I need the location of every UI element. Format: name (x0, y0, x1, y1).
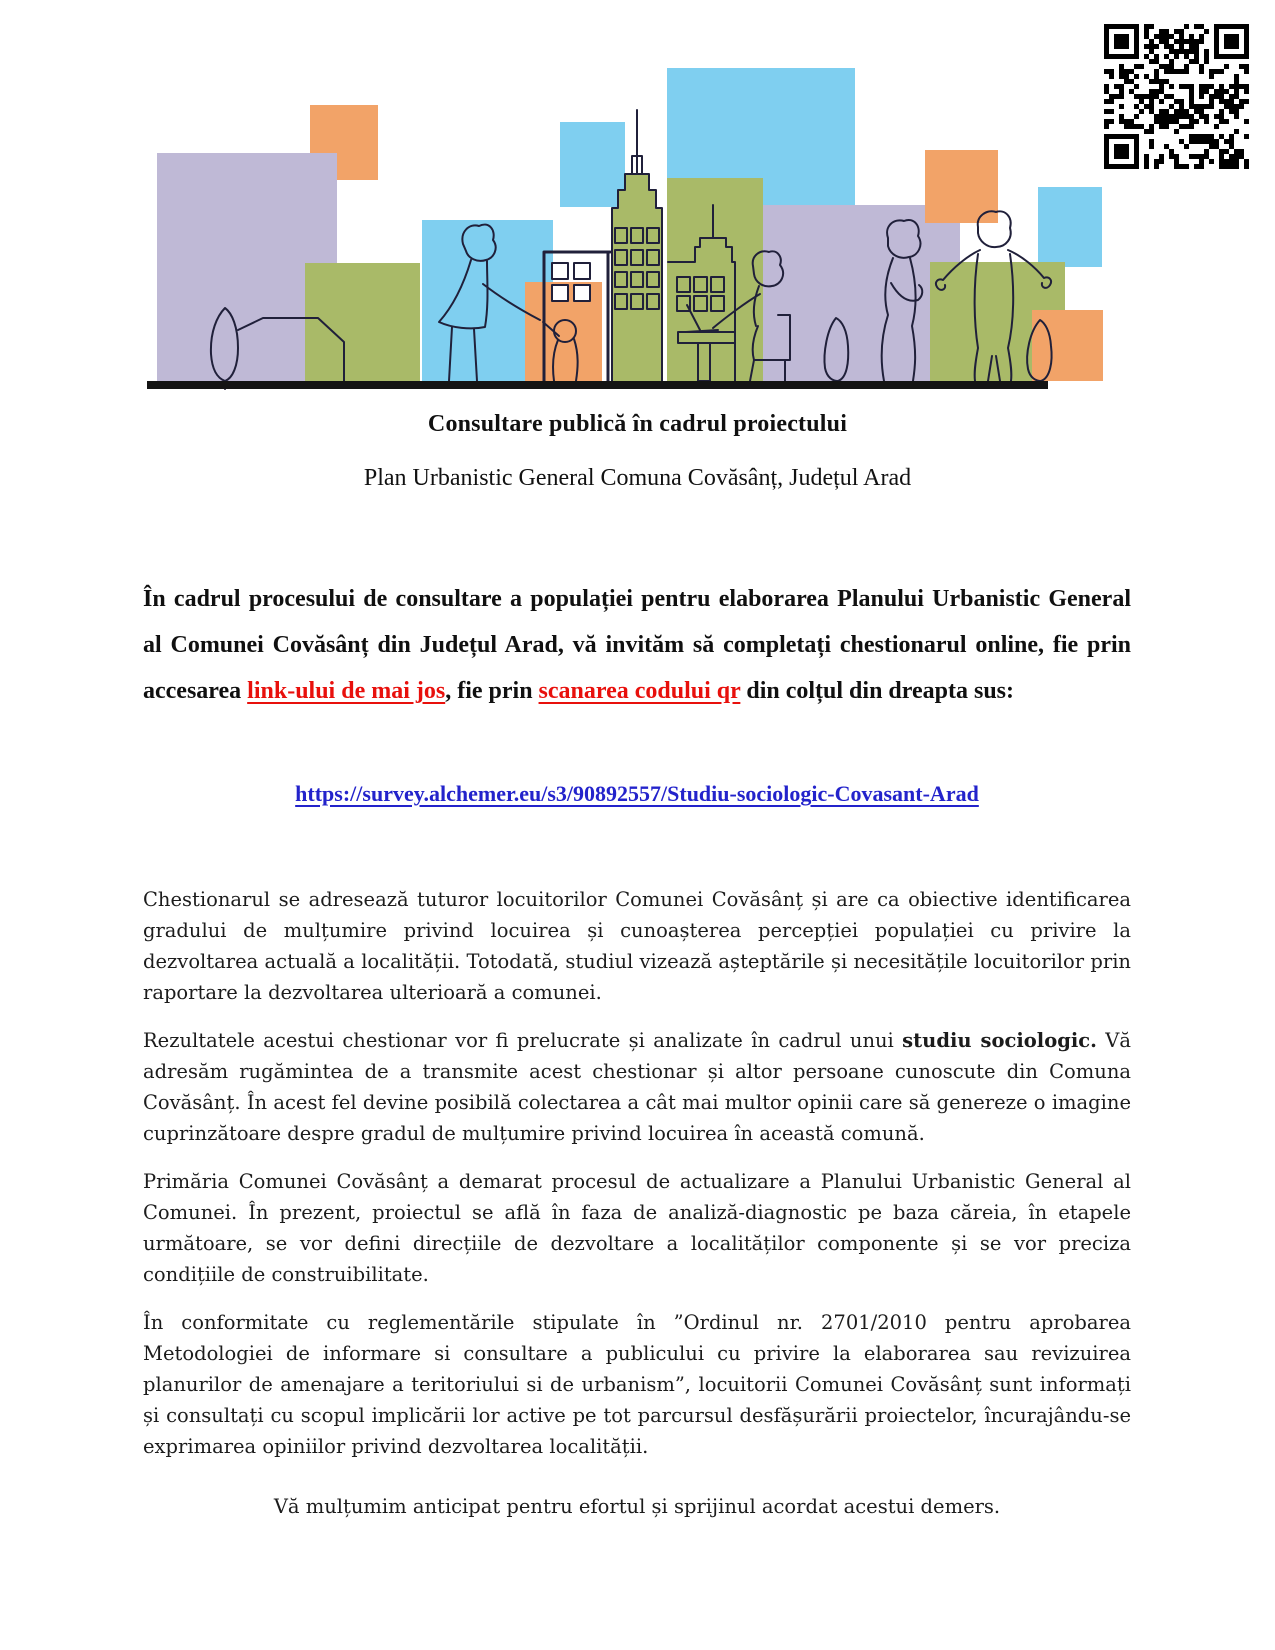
body-paragraph (143, 1307, 1131, 1462)
page-title: Consultare publică în cadrul proiectului (427, 411, 848, 437)
inline-link-survey[interactable]: link-ului de mai jos (247, 678, 446, 704)
intro-text: din colțul din dreapta sus: (740, 678, 1014, 704)
body-paragraphs (143, 884, 1131, 1462)
intro-text: În cadrul procesului de consultare a populației pentru elaborarea Planului Urbanistic General al Comunei Covăsânț din Județul Arad, vă invităm să completați chestionarul online, fie prin accesarea (143, 586, 1131, 704)
qr-code-pattern (1104, 24, 1249, 169)
paragraph-text: Rezultatele acestui chestionar vor fi prelucrate și analizate în cadrul unui (143, 1029, 903, 1052)
body-paragraph (143, 1166, 1131, 1290)
paragraph-text: Chestionarul se adresează tuturor locuitorilor Comunei Covăsânț și are ca obiective identificarea gradului de mulțumire privind locuirea și cunoașterea percepției populației cu privire la dezvoltarea actuală a localității. Totodată, studiul vizează așteptările și necesitățile locuitorilor prin raportare la dezvoltarea ulterioară a comunei. (143, 888, 1131, 1004)
closing-line: Vă mulțumim anticipat pentru efortul și sprijinul acordat acestui demers. (273, 1495, 1001, 1518)
illustration-line-art (147, 68, 1103, 390)
intro-text: , fie prin (445, 678, 539, 704)
body-paragraph (143, 1025, 1131, 1149)
paragraph-text: În conformitate cu reglementările stipulate în ”Ordinul nr. 2701/2010 pentru aprobarea Metodologiei de informare si consultare a publicului cu privire la elaborarea sau revizuirea planurilor de amenajare a teritoriului si de urbanism”, locuitorii Comunei Covăsânț sunt informați și consultați cu scopul implicării lor active pe tot parcursul desfășurării proiectelor, încurajându-se exprimarea opiniilor privind dezvoltarea localității. (143, 1311, 1131, 1458)
paragraph-text: Primăria Comunei Covăsânț a demarat procesul de actualizare a Planului Urbanistic General al Comunei. În prezent, proiectul se află în faza de analiză-diagnostic pe baza căreia, în etapele următoare, se vor defini direcțiile de dezvoltare a localităților componente și se vor preciza condițiile de construibilitate. (143, 1170, 1131, 1286)
body-paragraph (143, 884, 1131, 1008)
page-subtitle: Plan Urbanistic General Comuna Covăsânț, Județul Arad (363, 465, 912, 491)
paragraph-text: Vă adresăm rugămintea de a transmite acest chestionar și altor persoane cunoscute din Comuna Covăsânț. În acest fel devine posibilă colectarea a cât mai multor opinii care să genereze o imagine cuprinzătoare despre gradul de mulțumire privind locuirea în această comună. (143, 1029, 1131, 1145)
qr-code (1104, 24, 1249, 169)
intro-paragraph (143, 576, 1131, 714)
survey-link[interactable]: https://survey.alchemer.eu/s3/90892557/Studiu-sociologic-Covasant-Arad (295, 781, 979, 806)
inline-link-qr[interactable]: scanarea codului qr (538, 678, 741, 704)
body-text (143, 884, 1131, 1542)
survey-link-row (143, 781, 1131, 807)
paragraph-text-bold: studiu sociologic. (902, 1029, 1097, 1052)
illustration-ground-bar (147, 381, 1048, 389)
city-illustration (147, 68, 1103, 390)
